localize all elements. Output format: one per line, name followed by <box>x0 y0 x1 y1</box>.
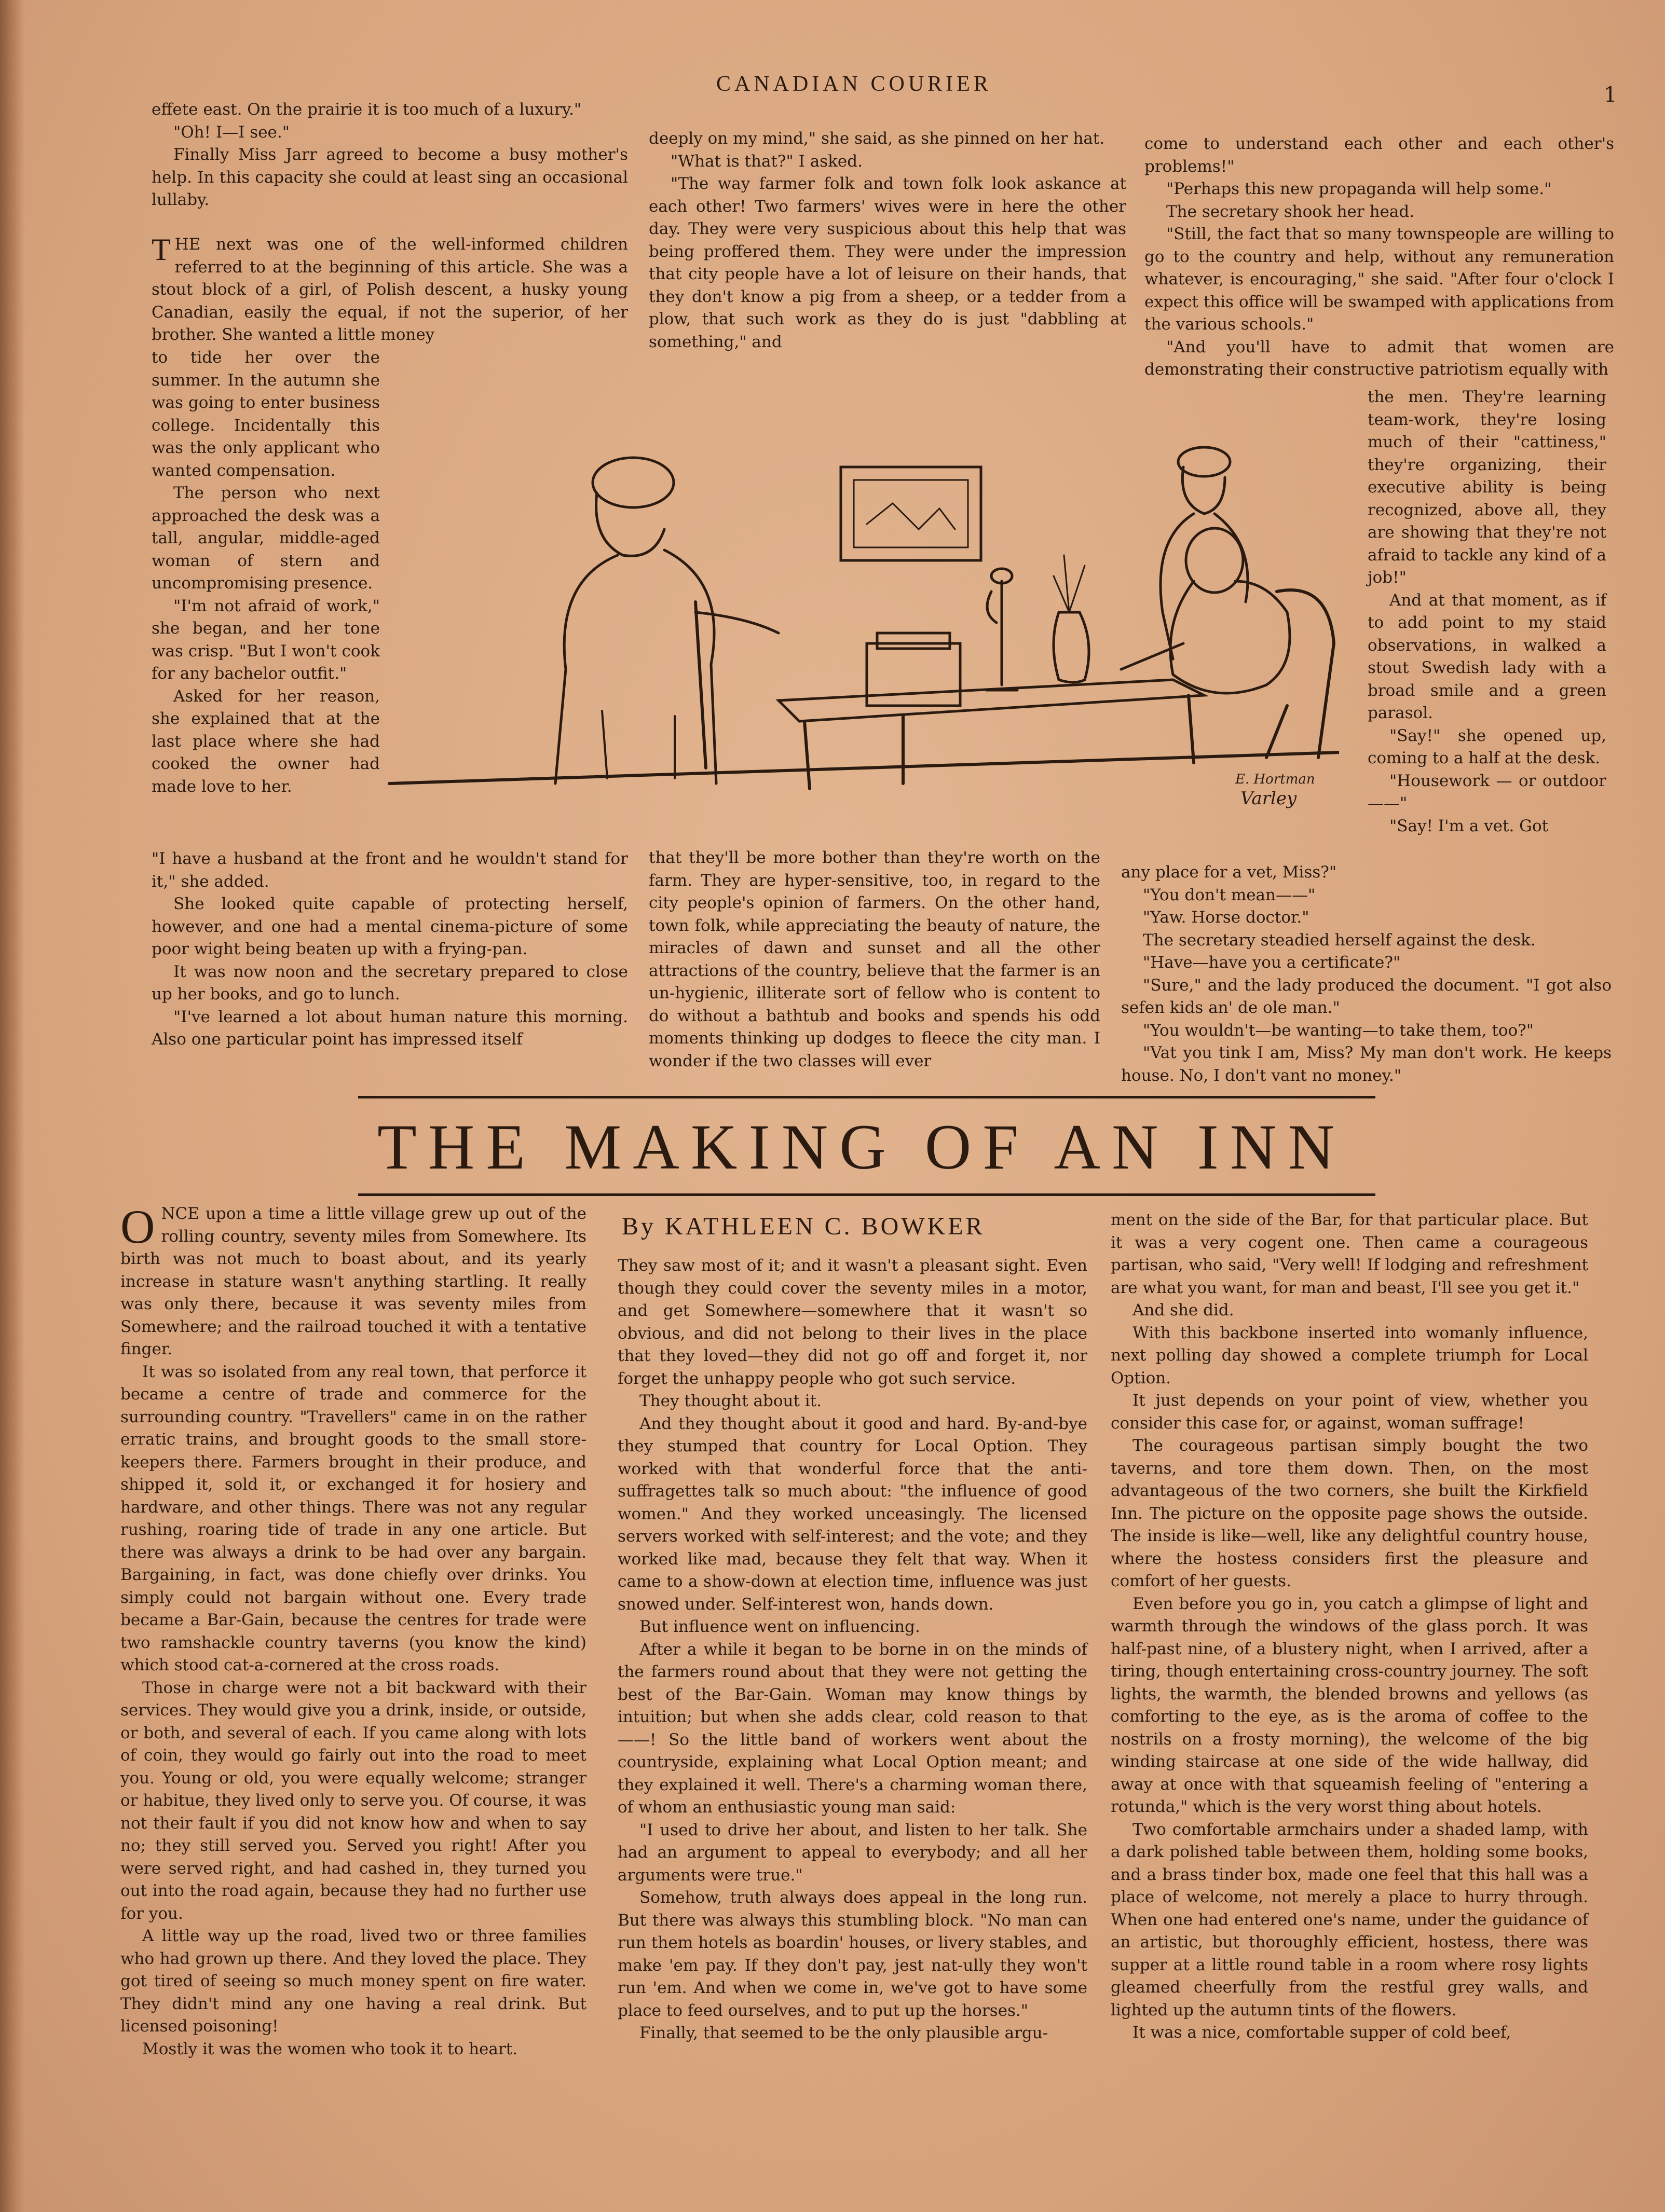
page-number: 1 <box>1604 83 1617 107</box>
paragraph: "Still, the fact that so many townspeople are willing to go to the country and help, without any remuneration whatever, is encouraging," she said. "After four o'clock I expect this office will be swamped with applications from the various schools." <box>1144 225 1614 334</box>
page-spine-shadow <box>0 0 25 2212</box>
paragraph: "You don't mean——" <box>1143 885 1316 904</box>
article-column-2 <box>618 1255 1087 2045</box>
paragraph: Somehow, truth always does appeal in the long run. But there was always this stumbling block. "No man can run them hotels as boardin' houses, or livery stables, and make 'em pay. If they don't pay, jest nat-ully they won't run 'em. And when we come in, we've got to have some place to feed ourselves, and to put up the horses." <box>618 1888 1087 2020</box>
paragraph: And at that moment, as if to add point to my staid observations, in walked a stout Swedish lady with a broad smile and a green parasol. <box>1368 590 1606 722</box>
paragraph: It was so isolated from any real town, that perforce it became a centre of trade and commerce for the surrounding country. "Travellers" came in on the rather erratic trains, and brought goods to the small store-keepers there. Farmers brought in their produce, and shipped it, sold it, or exchanged it for hosiery and hardware, and other things. There was not any regular rushing, roaring tide of trade in any one article. But there was always a drink to be had over any bargain. Bargaining, in fact, was done chiefly over drinks. You simply could not bargain without one. Every trade became a Bar-Gain, because the centres for trade were two ramshackle country taverns (you know the kind) which stood cat-a-cornered at the cross roads. <box>120 1362 586 1674</box>
top-column-3-b <box>1121 861 1612 1087</box>
top-column-1-b <box>152 233 628 347</box>
top-column-3-narrow <box>1368 386 1606 837</box>
paragraph: Finally Miss Jarr agreed to become a busy mother's help. In this capacity she could at least sing an occasional lullaby. <box>152 145 628 209</box>
paragraph: NCE upon a time a little village grew up out of the rolling country, seventy miles from Somewhere. Its birth was not much to boast about, and its yearly increase in stature wasn't anything startling. It really was only there, because it was seventy miles from Somewhere; and the railroad touched it with a tentative finger. <box>120 1204 586 1358</box>
paragraph: "Have—have you a certificate?" <box>1143 953 1401 972</box>
article-column-3 <box>1111 1209 1588 2044</box>
illustration-signature-line-1: E. Hortman <box>1235 772 1315 787</box>
top-column-2-b <box>649 847 1100 1073</box>
paragraph: Two comfortable armchairs under a shaded lamp, with a dark polished table between them, holding some books, and a brass tinder box, made one feel that this hall was a place of welcome, not merely a place to hurry through. When one had entered one's name, under the guidance of an artistic, but thoroughly efficient, hostess, there was supper at a little round table in a room where rosy lights gleamed cheerfully from the restful grey walls, and lighted up the autumn tints of the flowers. <box>1111 1820 1588 2019</box>
paragraph: "You wouldn't—be wanting—to take them, too?" <box>1143 1021 1534 1040</box>
paragraph: With this backbone inserted into womanly influence, next polling day showed a complete triumph for Local Option. <box>1111 1323 1588 1387</box>
office-illustration <box>384 425 1339 820</box>
paragraph: The secretary steadied herself against the desk. <box>1143 930 1536 950</box>
drop-cap: O <box>120 1200 155 1253</box>
paragraph: "Say!" she opened up, coming to a half at the desk. <box>1368 726 1606 767</box>
paragraph: It was a nice, comfortable supper of cold beef, <box>1132 2023 1511 2042</box>
paragraph: any place for a vet, Miss?" <box>1121 863 1337 882</box>
paragraph: She looked quite capable of protecting herself, however, and one had a mental cinema-picture of some poor wight being beaten up with a frying-pan. <box>152 895 628 958</box>
top-column-2-a <box>649 128 1126 353</box>
article-byline: By KATHLEEN C. BOWKER <box>622 1213 985 1240</box>
paragraph: "I'm not afraid of work," she began, and her tone was crisp. "But I won't cook for any bachelor outfit." <box>152 596 380 683</box>
page-header: CANADIAN COURIER <box>716 72 992 96</box>
paragraph: "I used to drive her about, and listen to her talk. She had an argument to appeal to everybody; and all her arguments were true." <box>618 1820 1087 1885</box>
paragraph: "I've learned a lot about human nature this morning. Also one particular point has impressed itself <box>152 1007 628 1049</box>
paragraph: Even before you go in, you catch a glimpse of light and warmth through the windows of the glass porch. It was half-past nine, of a blustery night, when I arrived, after a tiring, though entertaining cross-country journey. The soft lights, the warmth, the blended browns and yellows (as comforting to the eye, as is the aroma of coffee to the nostrils on a frosty morning), the welcome of the big winding staircase at one side of the wide hallway, did away at once with that squeamish feeling of "entering a rotunda," which is the very worst thing about hotels. <box>1111 1594 1588 1816</box>
paragraph: It just depends on your point of view, whether you consider this case for, or against, woman suffrage! <box>1111 1391 1588 1433</box>
paragraph: effete east. On the prairie it is too much of a luxury." <box>152 100 582 119</box>
paragraph: come to understand each other and each other's problems!" <box>1144 134 1614 176</box>
top-column-3-a <box>1144 133 1614 381</box>
paragraph: After a while it began to be borne in on the minds of the farmers round about that they were not getting the best of the Bar-Gain. Woman may know things by intuition; but when she adds clear, cold reason to that——! So the little band of workers went about the countryside, explaining what Local Option meant; and they explained it well. There's a charming woman there, of whom an enthusiastic young man said: <box>618 1640 1087 1817</box>
illustration-signature-line-2: Varley <box>1240 788 1297 809</box>
paragraph: The person who next approached the desk was a tall, angular, middle-aged woman of stern and uncompromising presence. <box>152 484 380 593</box>
paragraph: "Perhaps this new propaganda will help some." <box>1166 180 1552 198</box>
paragraph: It was now noon and the secretary prepared to close up her books, and go to lunch. <box>152 962 628 1004</box>
paragraph: ment on the side of the Bar, for that particular place. But it was a very cogent one. Then came a courageous partisan, who said, "Very well! If lodging and refreshment are what you want, for man and beast, I'll see you get it." <box>1111 1211 1588 1297</box>
paragraph: "Vat you tink I am, Miss? My man don't work. He keeps house. No, I don't vant no money." <box>1121 1043 1612 1085</box>
paragraph: They saw most of it; and it wasn't a pleasant sight. Even though they could cover the seventy miles in a motor, and get Somewhere—somewhere that it wasn't so obvious, and did not belong to their lives in the place that they loved—they did not go off and forget it, nor forget the unhappy people who got such service. <box>618 1256 1087 1388</box>
paragraph: The courageous partisan simply bought the two taverns, and tore them down. Then, on the most advantageous of the two corners, she built the Kirkfield Inn. The picture on the opposite page shows the outside. The inside is like—well, like any delightful country house, where the hostess considers first the pleasure and comfort of her guests. <box>1111 1436 1588 1590</box>
paragraph: Finally, that seemed to be the only plausible argu- <box>639 2024 1048 2042</box>
paragraph: The secretary shook her head. <box>1166 202 1415 221</box>
paragraph: And they thought about it good and hard. By-and-bye they stumped that country for Local Option. They worked with that wonderful force that the anti-suffragettes talk so much about: "the influence of good women." And they worked unceasingly. The licensed servers worked with self-interest; and the vote; and they worked like mad, because they felt that way. When it came to a show-down at election time, influence was just snowed under. Self-interest won, hands down. <box>618 1414 1087 1614</box>
article-column-1 <box>120 1200 586 2060</box>
paragraph: to tide her over the summer. In the autumn she was going to enter business college. Incidentally this was the only applicant who wanted compensation. <box>152 348 380 480</box>
paragraph: Asked for her reason, she explained that at the last place where she had cooked the owner had made love to her. <box>152 686 380 796</box>
paragraph: Mostly it was the women who took it to heart. <box>142 2039 518 2058</box>
paragraph: And she did. <box>1132 1301 1234 1320</box>
paragraph: "Oh! I—I see." <box>173 122 290 142</box>
paragraph: deeply on my mind," she said, as she pinned on her hat. <box>649 129 1105 148</box>
paragraph: "Yaw. Horse doctor." <box>1143 908 1309 927</box>
paragraph: "Say! I'm a vet. Got <box>1389 816 1549 835</box>
paragraph: "What is that?" I asked. <box>671 152 863 171</box>
paragraph: A little way up the road, lived two or three families who had grown up there. And they loved the place. They got tired of seeing so much money spent on fire water. They didn't mind any one having a real drink. But licensed poisoning! <box>120 1927 586 2036</box>
paragraph: "Housework — or outdoor——" <box>1368 771 1606 813</box>
title-rule-top <box>358 1096 1375 1098</box>
paragraph: "And you'll have to admit that women are demonstrating their constructive patriotism equally with <box>1144 337 1614 379</box>
top-column-1-c <box>152 848 628 1051</box>
top-column-1-narrow <box>152 347 380 798</box>
paragraph: "I have a husband at the front and he wouldn't stand for it," she added. <box>152 849 628 891</box>
top-column-1-a <box>152 99 628 212</box>
drop-cap: T <box>152 232 171 267</box>
paragraph: that they'll be more bother than they're worth on the farm. They are hyper-sensitive, too, in regard to the city people's opinion of farmers. On the other hand, town folk, while appreciating the beauty of nature, the miracles of dawn and sunset and all the other attractions of the country, believe that the farmer is an un-hygienic, illiterate sort of fellow who is content to do without a bathtub and books and spends his odd moments thinking up dodges to fleece the city man. I wonder if the two classes will ever <box>649 848 1100 1070</box>
paragraph: Those in charge were not a bit backward with their services. They would give you a drink, inside, or outside, or both, and several of each. If you came along with lots of coin, they would go fairly out into the road to meet you. Young or old, you were equally welcome; stranger or habitue, they lived only to serve you. Of course, it was not their fault if you did not know how and when to say no; they still served you. Served you right! After you were served right, and had cashed in, they turned you out into the road again, because they had no further use for you. <box>120 1678 586 1923</box>
paragraph: But influence went on influencing. <box>639 1617 920 1636</box>
title-rule-bottom <box>358 1193 1375 1196</box>
paragraph: the men. They're learning team-work, they're losing much of their "cattiness," they're organizing, their executive ability is being recognized, above all, they are showing that they're not afraid to tackle any kind of a job!" <box>1368 388 1606 587</box>
paragraph: HE next was one of the well-informed children referred to at the beginning of this article. She was a stout block of a girl, of Polish descent, a husky young Canadian, easily the equal, if not the superior, of her brother. She wanted a little money <box>152 235 628 344</box>
paragraph: "Sure," and the lady produced the document. "I got also sefen kids an' de ole man." <box>1121 976 1612 1017</box>
paragraph: "The way farmer folk and town folk look askance at each other! Two farmers' wives were in here the other day. They were very suspicious about this help that was being proffered them. They were under the impression that city people have a lot of leisure on their hands, that they don't know a pig from a sheep, or a tedder from a plow, that such work as they do is just "dabbling at something," and <box>649 174 1126 351</box>
paragraph: They thought about it. <box>639 1392 822 1410</box>
article-title: THE MAKING OF AN INN <box>377 1111 1346 1183</box>
